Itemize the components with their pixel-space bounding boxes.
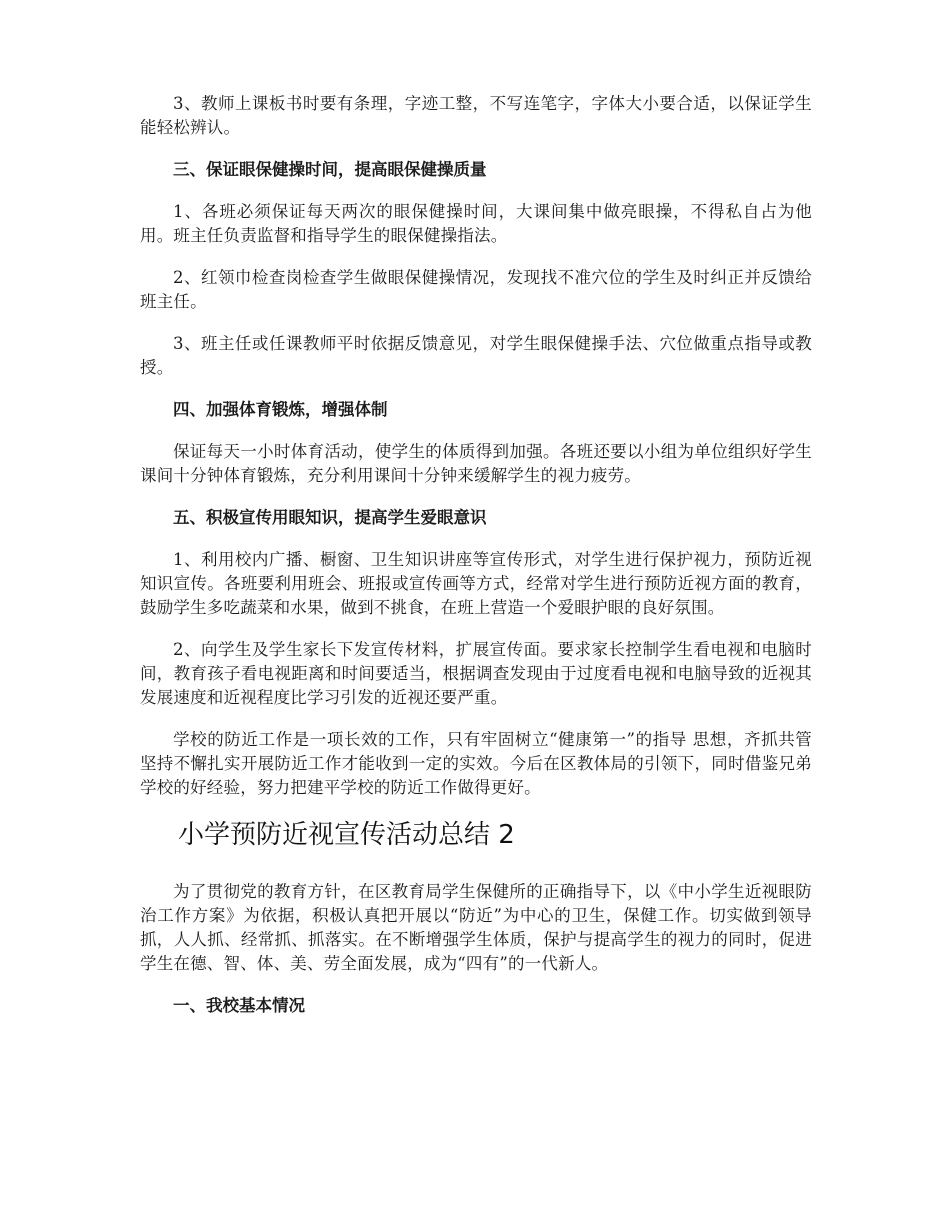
paragraph-teacher-guidance: 3、班主任或任课教师平时依据反馈意见，对学生眼保健操手法、穴位做重点指导或教授。 xyxy=(140,334,812,377)
section-heading-5: 五、积极宣传用眼知识，提高学生爱眼意识 xyxy=(173,508,487,527)
paragraph-parent-materials: 2、向学生及学生家长下发宣传材料，扩展宣传面。要求家长控制学生看电视和电脑时间，教育孩子看电视距离和时间要适当，根据调查发现由于过度看电视和电脑导致的近视其发展速度和近视程度比学习引发的近视还要严重。 xyxy=(140,640,812,707)
document-title-2: 小学预防近视宣传活动总结 2 xyxy=(178,820,515,850)
section-heading-1: 一、我校基本情况 xyxy=(173,996,305,1015)
paragraph-eye-exercise-time: 1、各班必须保证每天两次的眼保健操时间，大课间集中做亮眼操，不得私自占为他用。班主任负责监督和指导学生的眼保健操指法。 xyxy=(140,202,812,245)
paragraph-conclusion: 学校的防近工作是一项长效的工作，只有牢固树立“健康第一”的指导 思想，齐抓共管坚持不懈扎实开展防近工作才能收到一定的实效。今后在区教体局的引领下，同时借鉴兄弟学校的好经验，努力把建平学校的防近工作做得更好。 xyxy=(140,730,812,797)
paragraph-intro-2: 为了贯彻党的教育方针，在区教育局学生保健所的正确指导下，以《中小学生近视眼防治工作方案》为依据，积极认真把开展以“防近”为中心的卫生，保健工作。切实做到领导抓，人人抓、经常抓、抓落实。在不断增强学生体质，保护与提高学生的视力的同时，促进学生在德、智、体、美、劳全面发展，成为“四有”的一代新人。 xyxy=(140,882,812,973)
paragraph-physical-activity: 保证每天一小时体育活动，使学生的体质得到加强。各班还要以小组为单位组织好学生课间十分钟体育锻炼，充分利用课间十分钟来缓解学生的视力疲劳。 xyxy=(140,442,812,485)
document-page xyxy=(140,92,812,1036)
paragraph-teacher-blackboard: 3、教师上课板书时要有条理，字迹工整，不写连笔字，字体大小要合适，以保证学生能轻松辨认。 xyxy=(140,94,812,137)
paragraph-publicity-forms: 1、利用校内广播、橱窗、卫生知识讲座等宣传形式，对学生进行保护视力，预防近视知识宣传。各班要利用班会、班报或宣传画等方式，经常对学生进行预防近视方面的教育，鼓励学生多吃蔬菜和水果，做到不挑食，在班上营造一个爱眼护眼的良好氛围。 xyxy=(140,550,812,617)
section-heading-4: 四、加强体育锻炼，增强体制 xyxy=(173,400,388,419)
section-heading-3: 三、保证眼保健操时间，提高眼保健操质量 xyxy=(173,160,487,179)
paragraph-red-scarf-check: 2、红领巾检查岗检查学生做眼保健操情况，发现找不准穴位的学生及时纠正并反馈给班主任。 xyxy=(140,268,812,311)
